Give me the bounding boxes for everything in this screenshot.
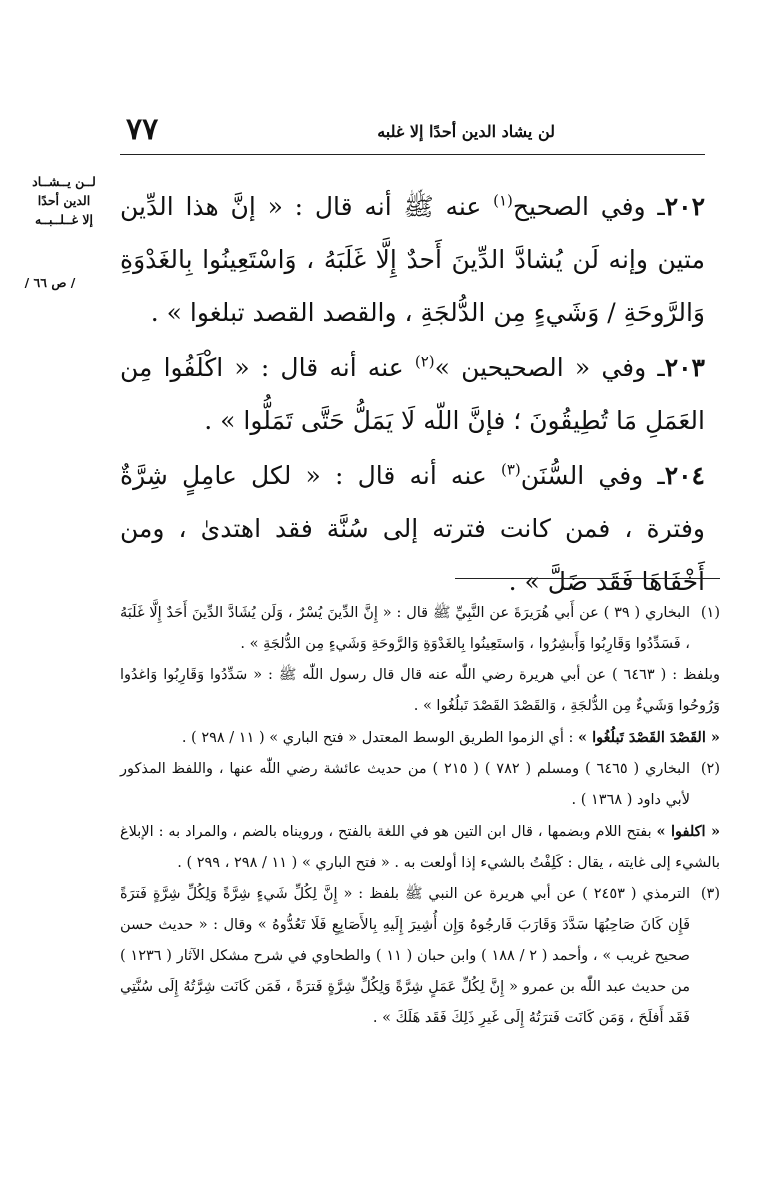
margin-note-line-1: لــن يــشــاد (32, 174, 96, 189)
footnote-ref[interactable]: (٢) (414, 352, 435, 371)
footnote-paragraph: وبلفظ : ( ٦٤٦٣ ) عن أبي هريرة رضي اللّٰه عنه قال قال رسول اللّٰه ﷺ : « سَدِّدُوا وَقَارِبُوا وَاغدُوا وَرُوحُوا وَشَيءٌ مِن الدُّلجَةِ ، وَالقَصْدَ القَصْدَ تَبلُغُوا » . (120, 667, 720, 714)
hadith-number: ٢٠٤ (664, 461, 705, 490)
footnote-ref[interactable]: (٣) (500, 460, 521, 479)
hadith-text-lead: ـ وفي السُّنَن (520, 461, 665, 490)
footnote-marker: (٢) (700, 761, 720, 777)
footnote-2 (120, 754, 720, 816)
footnote-paragraph: البخاري ( ٦٤٦٥ ) ومسلم ( ٧٨٢ ) ( ٢١٥ ) من حديث عائشة رضي اللّٰه عنها ، واللفظ المذكور لأبي داود ( ١٣٦٨ ) . (120, 761, 690, 808)
footnote-text: بفتح اللام وبضمها ، قال ابن التين هو في اللغة بالفتح ، ورويناه بالضم ، والمراد به : الإبلاغ بالشيء إلى غايته ، يقال : كَلِفْتُ بالشيء إذا أولعت به . « فتح الباري » ( ١١ / ٢٩٨ ، ٢٩٩ ) . (120, 824, 720, 871)
footnote-text: : أي الزموا الطريق الوسط المعتدل « فتح الباري » ( ١١ / ٢٩٨ ) . (181, 730, 579, 746)
footnotes (120, 598, 720, 1034)
hadith-number: ٢٠٢ (664, 192, 706, 221)
hadith-202 (120, 180, 705, 339)
page-number: ٧٧ (126, 112, 159, 147)
hadith-text-lead: ـ وفي الصحيح (512, 192, 665, 221)
hadith-text-lead: ـ وفي « الصحيحين » (434, 353, 665, 382)
margin-note-line-2: الدين أحدًا (37, 193, 91, 208)
hadith-text: عنه أنه قال : « لكل عامِلٍ شِرَّةٌ وفترة ، فمن كانت فترته إلى سُنَّة فقد اهتدىٰ ، ومن أَخْفَاهَا فَقَد ضَلَّ » . (120, 461, 705, 596)
footnote-paragraph: الترمذي ( ٢٤٥٣ ) عن أبي هريرة عن النبي ﷺ بلفظ : « إِنَّ لِكُلِّ شَيءٍ شِرَّةً وَلِكُلِّ شِرَّةٍ فَترَةً فَإِن كَانَ صَاحِبُهَا سَدَّدَ وَقَارَبَ فَارجُوهُ وَإِن أُشِيرَ إِلَيهِ بِالأَصَابِعِ فَلَا تَعُدُّوهُ » وقال : « حديث حسن صحيح غريب » ، وأحمد ( ٢ / ١٨٨ ) وابن حبان ( ١١ ) والطحاوي في شرح مشكل الآثار ( ١٢٣٦ ) من حديث عبد اللّٰه بن عمرو « إِنَّ لِكُلِّ عَمَلٍ شِرَّةً وَلِكُلِّ شِرَّةٍ فَترَةً ، فَمَن كَانَت شِرَّتُهُ إِلَى سُنَّتِي فَقَد أَفلَحَ ، وَمَن كَانَت فَترَتُهُ إِلَى غَيرِ ذَلِكَ فَقَد هَلَكَ » . (120, 886, 690, 1026)
margin-page-ref: / ص ٦٦ / (24, 275, 76, 290)
footnote-marker: (١) (700, 605, 720, 621)
margin-note-line-3: إلا غــلــبــه (34, 212, 94, 227)
margin-note (14, 172, 114, 229)
hadith-text: عنه ﷺ أنه قال : « إنَّ هذا الدِّين متين وإنه لَن يُشادَّ الدِّينَ أَحدٌ إِلَّا غَلَبَهُ ، وَاسْتَعِينُوا بِالغَدْوَةِ وَالرَّوحَةِ / وَشَيءٍ مِن الدُّلجَةِ ، والقصد القصد تبلغوا » . (120, 192, 705, 327)
footnote-term: « اكلفوا » (656, 823, 721, 840)
footnote-marker: (٣) (700, 886, 720, 902)
footnote-paragraph: البخاري ( ٣٩ ) عن أَبي هُرَيرَةَ عن النَّبِيِّ ﷺ قال : « إِنَّ الدِّينَ يُسْرٌ ، وَلَن يُشَادَّ الدِّينَ أَحَدٌ إِلَّا غَلَبَهُ ، فَسَدِّدُوا وَقَارِبُوا وَأَبشِرُوا ، وَاستَعِينُوا بِالغَدْوَةِ وَالرَّوحَةِ وَشَيءٍ مِن الدُّلجَةِ » . (120, 605, 690, 652)
footnote-term: « القَصْدَ القَصْدَ تَبلُغُوا » (578, 729, 720, 746)
footnote-paragraph (120, 722, 720, 754)
page-header (120, 108, 705, 155)
footnote-paragraph (120, 816, 720, 879)
footnote-separator (455, 578, 720, 579)
hadith-number: ٢٠٣ (664, 353, 705, 382)
hadith-204 (120, 449, 705, 608)
hadith-text: عنه أنه قال : « اكْلَفُوا مِن العَمَلِ مَا تُطِيقُونَ ؛ فإنَّ اللّه لَا يَمَلُّ حَتَّى تَمَلُّوا » . (120, 353, 705, 435)
running-title: لن يشاد الدين أحدًا إلا غلبه (377, 122, 555, 141)
footnote-3 (120, 879, 720, 1034)
footnote-ref[interactable]: (١) (493, 191, 513, 210)
hadith-203 (120, 341, 705, 447)
main-text (120, 180, 705, 610)
footnote-1 (120, 598, 720, 660)
